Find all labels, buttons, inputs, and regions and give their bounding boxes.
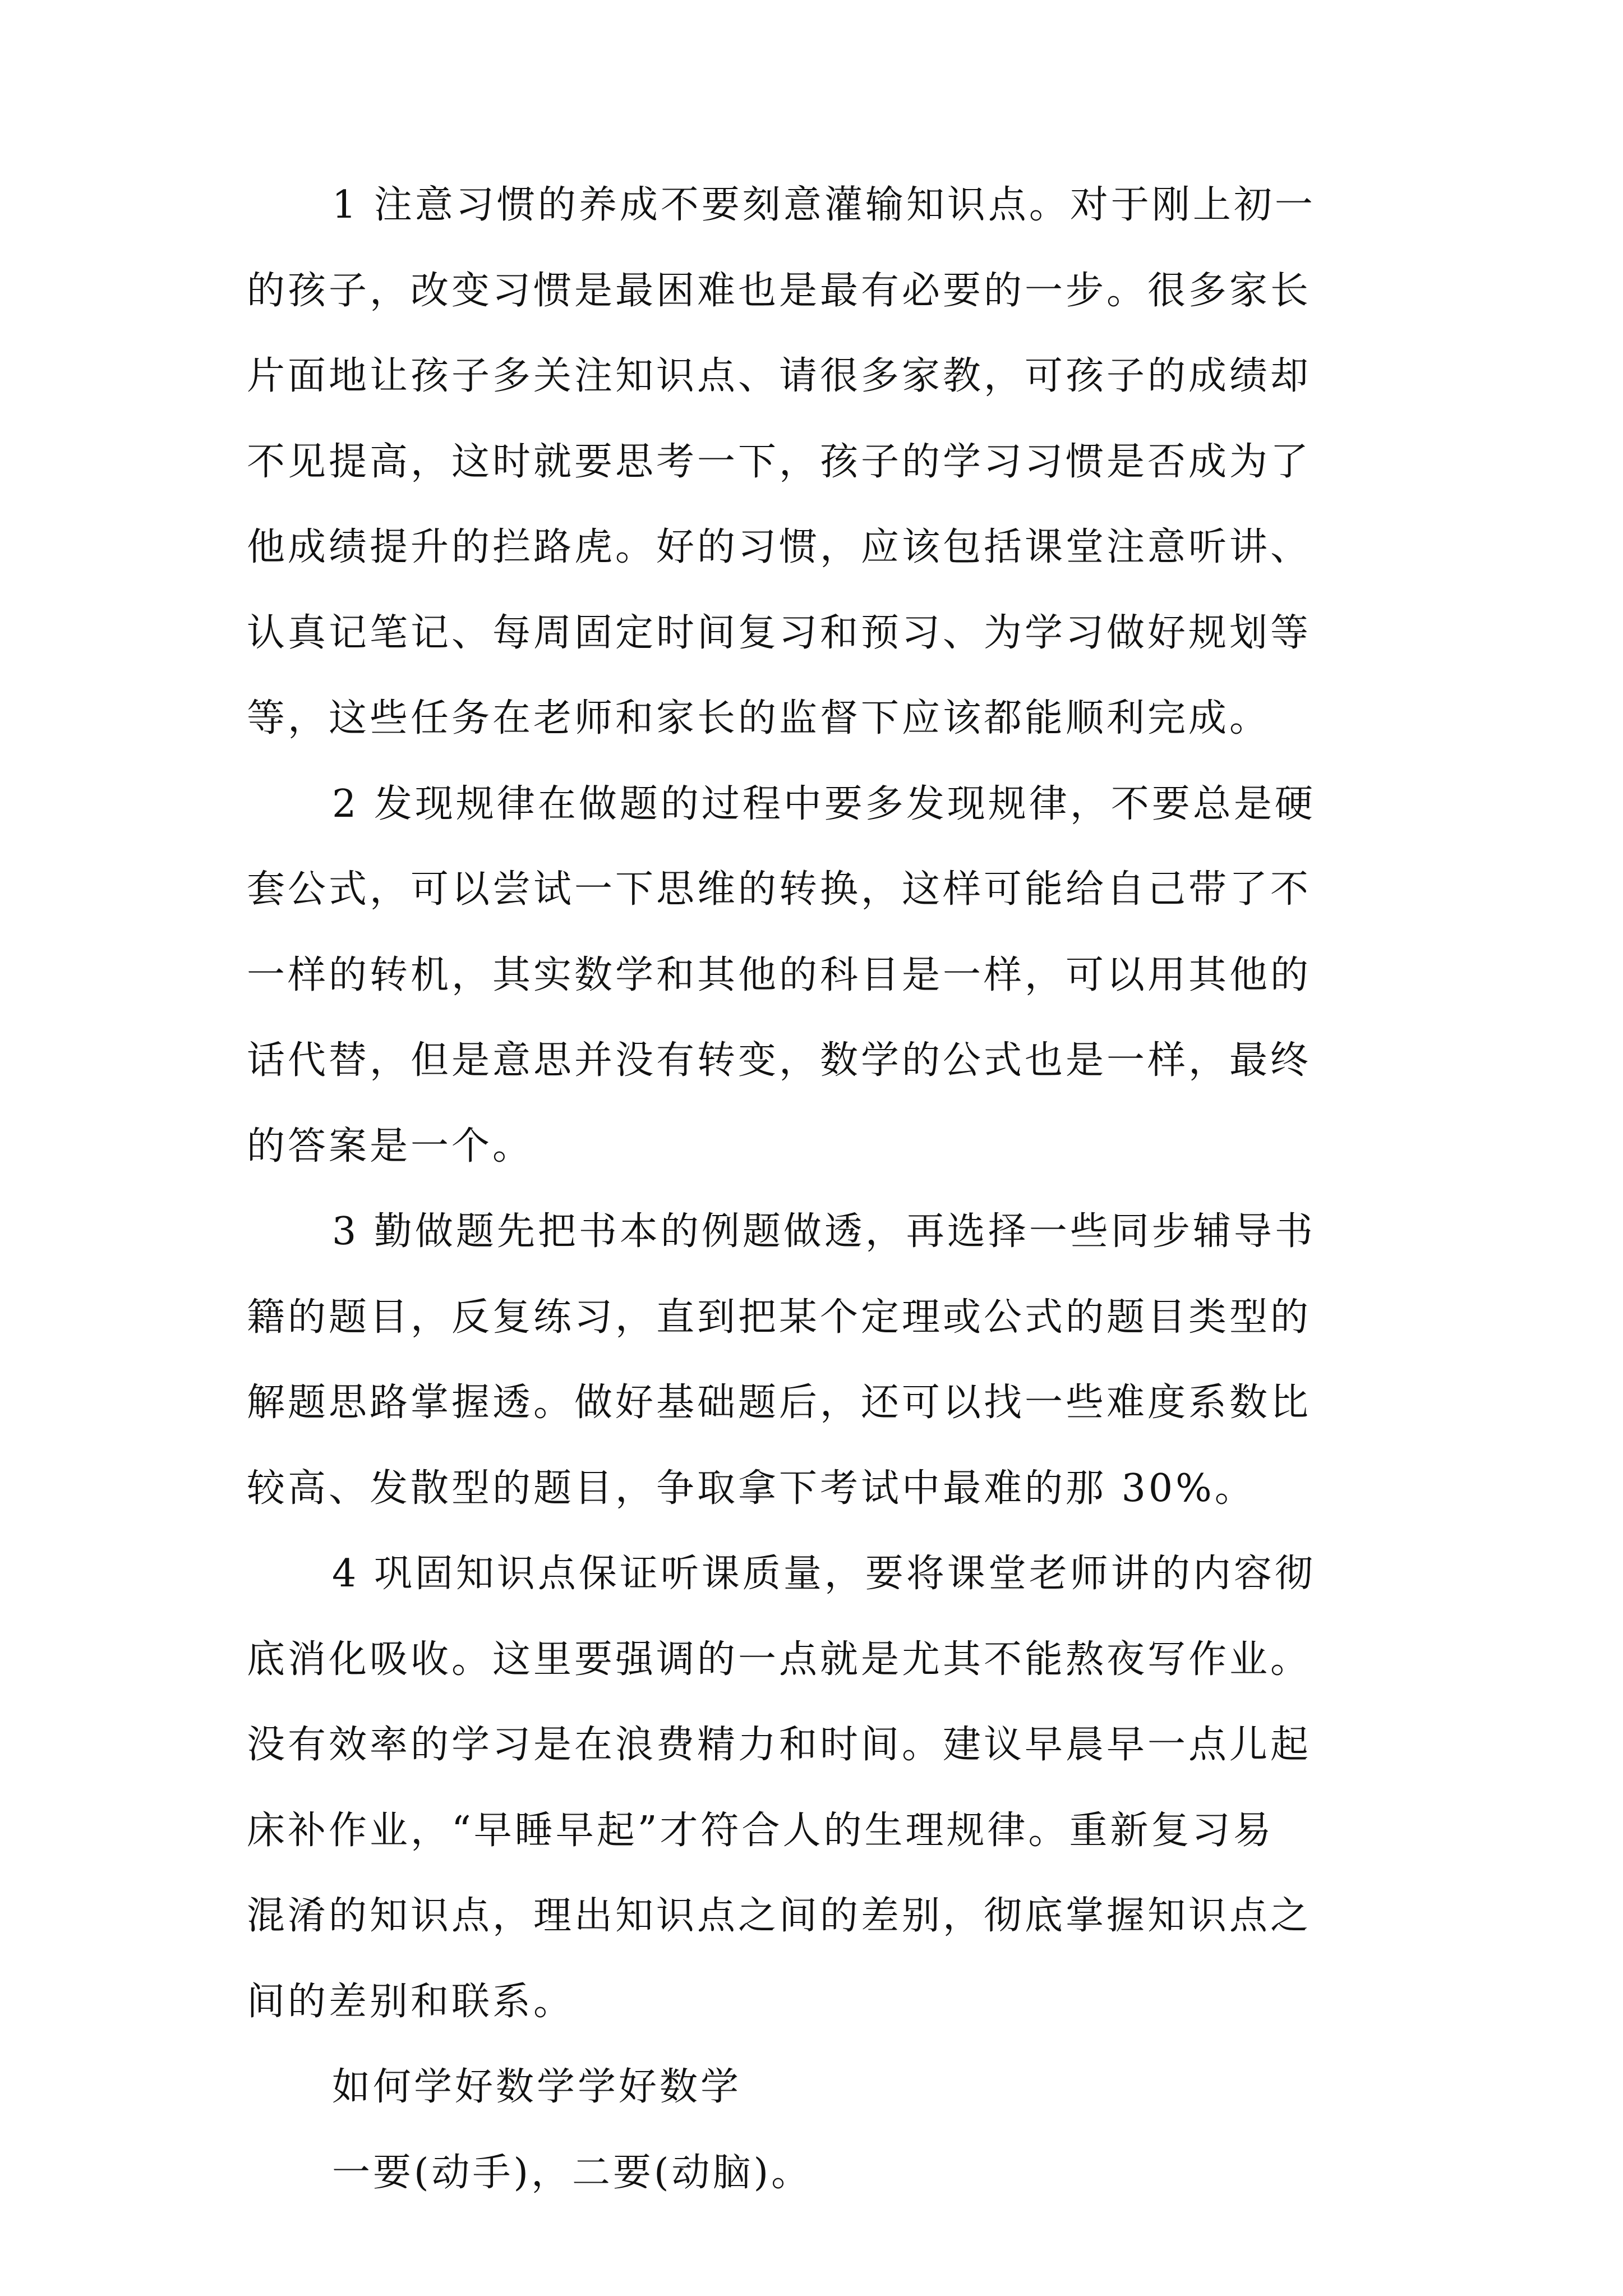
- text-line: 不见提高，这时就要思考一下，孩子的学习习惯是否成为了: [247, 439, 1312, 484]
- text-line: 一样的转机，其实数学和其他的科目是一样，可以用其他的: [247, 953, 1312, 997]
- text-line: 如何学好数学学好数学: [332, 2065, 742, 2109]
- text-line: 话代替，但是意思并没有转变，数学的公式也是一样，最终: [247, 1038, 1312, 1083]
- text-line: 套公式，可以尝试一下思维的转换，这样可能给自己带了不: [247, 867, 1312, 912]
- text-line: 2 发现规律在做题的过程中要多发现规律，不要总是硬: [332, 781, 1316, 826]
- text-line: 的答案是一个。: [247, 1124, 534, 1168]
- document-body: [247, 163, 1391, 2216]
- text-line: 等，这些任务在老师和家长的监督下应该都能顺利完成。: [247, 696, 1271, 740]
- text-line: 1 注意习惯的养成不要刻意灌输知识点。对于刚上初一: [332, 183, 1316, 227]
- text-line: 床补作业，“早睡早起”才符合人的生理规律。重新复习易: [247, 1808, 1274, 1853]
- text-line: 片面地让孩子多关注知识点、请很多家教，可孩子的成绩却: [247, 354, 1312, 398]
- text-line: 4 巩固知识点保证听课质量，要将课堂老师讲的内容彻: [332, 1552, 1316, 1596]
- text-line: 一要(动手)，二要(动脑)。: [332, 2150, 813, 2195]
- paragraph-consolidate: [247, 1531, 1391, 2045]
- text-line: 的孩子，改变习惯是最困难也是最有必要的一步。很多家长: [247, 268, 1312, 313]
- paragraph-hands-brain: [247, 2131, 1391, 2216]
- text-line: 3 勤做题先把书本的例题做透，再选择一些同步辅导书: [332, 1209, 1316, 1254]
- text-line: 籍的题目，反复练习，直到把某个定理或公式的题目类型的: [247, 1295, 1312, 1340]
- paragraph-practice: [247, 1189, 1391, 1531]
- text-line: 间的差别和联系。: [247, 1979, 575, 2024]
- text-line: 解题思路掌握透。做好基础题后，还可以找一些难度系数比: [247, 1381, 1312, 1425]
- text-line: 认真记笔记、每周固定时间复习和预习、为学习做好规划等: [247, 610, 1312, 655]
- paragraph-patterns: [247, 762, 1391, 1190]
- text-line: 底消化吸收。这里要强调的一点就是尤其不能熬夜写作业。: [247, 1637, 1312, 1682]
- text-line: 没有效率的学习是在浪费精力和时间。建议早晨早一点儿起: [247, 1723, 1312, 1767]
- text-line: 他成绩提升的拦路虎。好的习惯，应该包括课堂注意听讲、: [247, 525, 1312, 569]
- paragraph-habit: [247, 163, 1391, 762]
- text-line: 较高、发散型的题目，争取拿下考试中最难的那 30%。: [247, 1466, 1256, 1511]
- text-line: 混淆的知识点，理出知识点之间的差别，彻底掌握知识点之: [247, 1894, 1312, 1938]
- paragraph-heading: [247, 2045, 1391, 2131]
